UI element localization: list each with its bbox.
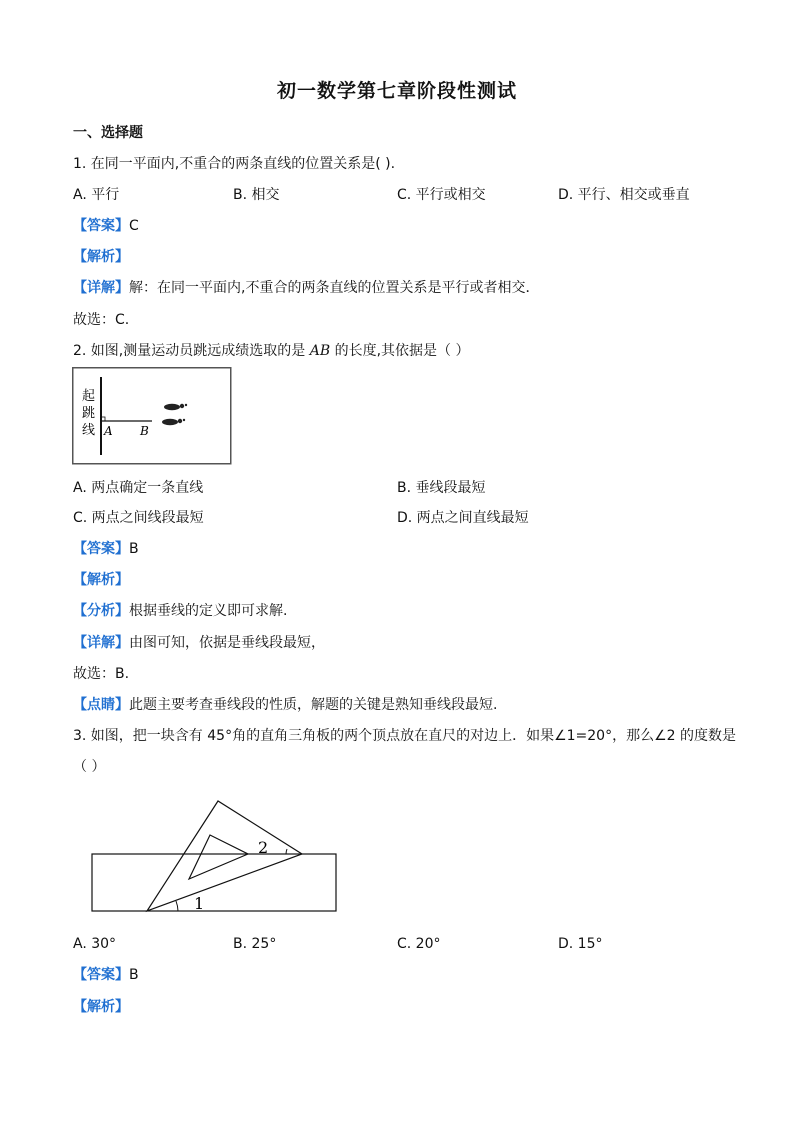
q1-option-d: D. 平行、相交或垂直 bbox=[558, 187, 690, 203]
q2-detail-text: 由图可知，依据是垂线段最短， bbox=[129, 635, 325, 651]
q2-answer-value: B bbox=[129, 541, 139, 557]
ruler bbox=[92, 854, 336, 911]
q2-stem-pre: 2. 如图,测量运动员跳远成绩选取的是 bbox=[73, 343, 310, 359]
q3-answer bbox=[73, 966, 139, 984]
q2-detail-tag: 【详解】 bbox=[73, 635, 129, 651]
section-heading: 一、选择题 bbox=[73, 125, 143, 141]
q2-option-b: B. 垂线段最短 bbox=[397, 480, 486, 496]
q1-option-a: A. 平行 bbox=[73, 187, 120, 203]
q2-analysis bbox=[73, 571, 129, 589]
angle-1-arc bbox=[176, 901, 178, 911]
q1-answer bbox=[73, 217, 139, 235]
q1-analysis bbox=[73, 248, 129, 266]
q1-analysis-tag: 【解析】 bbox=[73, 249, 129, 265]
label-b: B bbox=[140, 424, 149, 438]
q2-choose: 故选：B. bbox=[73, 666, 130, 682]
q1-detail bbox=[73, 279, 539, 297]
q1-detail-tag: 【详解】 bbox=[73, 280, 129, 296]
q2-option-d: D. 两点之间直线最短 bbox=[397, 510, 529, 526]
q2-figure-border bbox=[73, 368, 231, 464]
q2-analysis-sub bbox=[73, 602, 287, 620]
q3-stem: 3. 如图，把一块含有 45°角的直角三角板的两个顶点放在直尺的对边上．如果∠1=20°，那么∠2 的度数是 bbox=[73, 728, 736, 744]
q2-stem bbox=[73, 342, 469, 360]
q2-figure bbox=[72, 367, 232, 469]
angle-2-label: 2 bbox=[258, 838, 269, 857]
q2-option-c: C. 两点之间线段最短 bbox=[73, 510, 204, 526]
angle-2-arc bbox=[286, 849, 287, 854]
q2-figure-svg bbox=[72, 367, 232, 465]
q3-answer-tag: 【答案】 bbox=[73, 967, 129, 983]
q2-comment-tag: 【点睛】 bbox=[73, 697, 129, 713]
triangle-inner bbox=[189, 835, 248, 879]
angle-1-label: 1 bbox=[194, 894, 205, 913]
label-tiao: 跳 bbox=[82, 406, 96, 421]
q3-option-b: B. 25° bbox=[233, 936, 277, 952]
q2-analysis-text: 根据垂线的定义即可求解. bbox=[129, 603, 288, 619]
q2-option-a: A. 两点确定一条直线 bbox=[73, 480, 204, 496]
q2-analysis-tag: 【解析】 bbox=[73, 572, 129, 588]
q2-comment bbox=[73, 696, 497, 714]
q1-answer-value: C bbox=[129, 218, 139, 234]
label-xian: 线 bbox=[82, 423, 96, 438]
q1-stem: 1. 在同一平面内,不重合的两条直线的位置关系是( ). bbox=[73, 156, 396, 172]
label-qi: 起 bbox=[82, 389, 96, 404]
q2-answer-tag: 【答案】 bbox=[73, 541, 129, 557]
q3-option-d: D. 15° bbox=[558, 936, 603, 952]
triangle-outer bbox=[147, 801, 302, 911]
q3-figure bbox=[90, 797, 340, 921]
q1-option-b: B. 相交 bbox=[233, 187, 280, 203]
q2-stem-post: 的长度,其依据是（ ） bbox=[330, 343, 470, 359]
q3-option-c: C. 20° bbox=[397, 936, 441, 952]
q1-choose: 故选：C. bbox=[73, 312, 130, 328]
q2-detail bbox=[73, 634, 325, 652]
q3-stem-2: （ ） bbox=[73, 759, 106, 775]
q3-analysis-tag: 【解析】 bbox=[73, 999, 129, 1015]
q2-analysis-sub-tag: 【分析】 bbox=[73, 603, 129, 619]
q3-figure-svg bbox=[90, 797, 340, 917]
label-a: A bbox=[104, 424, 113, 438]
q2-answer bbox=[73, 540, 139, 558]
q1-detail-text: 解：在同一平面内,不重合的两条直线的位置关系是平行或者相交． bbox=[129, 280, 540, 296]
q3-answer-value: B bbox=[129, 967, 139, 983]
q2-stem-var: AB bbox=[309, 343, 331, 359]
q1-answer-tag: 【答案】 bbox=[73, 218, 129, 234]
q3-option-a: A. 30° bbox=[73, 936, 117, 952]
page-title: 初一数学第七章阶段性测试 bbox=[276, 80, 517, 102]
q1-option-c: C. 平行或相交 bbox=[397, 187, 486, 203]
q2-comment-text: 此题主要考查垂线段的性质，解题的关键是熟知垂线段最短. bbox=[129, 697, 498, 713]
q3-analysis bbox=[73, 998, 129, 1016]
